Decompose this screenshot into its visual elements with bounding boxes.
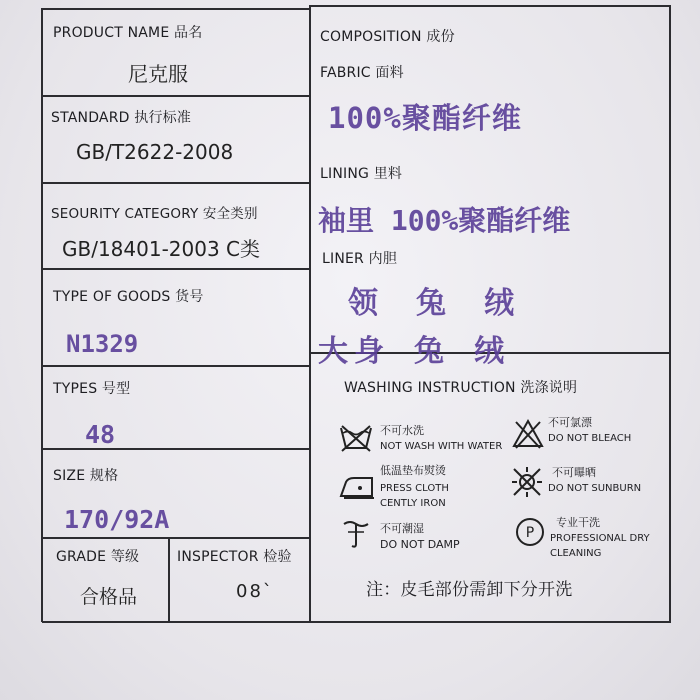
divider [42, 448, 310, 450]
security-category-label: SEOURITY CATEGORY 安全类别 [51, 206, 258, 222]
fabric-label: FABRIC 面料 [320, 65, 404, 81]
frame-left [41, 8, 43, 622]
size-label: SIZE 规格 [53, 468, 119, 484]
no-sunburn-icon [510, 465, 544, 499]
lining-value: 袖里 100%聚酯纤维 [318, 204, 571, 237]
dry-clean-icon [514, 516, 546, 548]
frame-top-left [42, 8, 310, 10]
no-bleach-icon [512, 418, 544, 450]
liner-value-collar: 领 兔 绒 [348, 286, 525, 321]
iron-en-2: CENTLY IRON [380, 498, 446, 509]
no-damp-icon [340, 518, 372, 550]
washing-instruction-title: WASHING INSTRUCTION 洗涤说明 [344, 380, 578, 396]
fabric-value: 100%聚酯纤维 [328, 101, 522, 135]
grade-value: 合格品 [80, 586, 138, 608]
no-wash-cn: 不可水洗 [380, 424, 424, 437]
divider [42, 365, 310, 367]
no-sunburn-cn: 不可曝晒 [552, 466, 596, 479]
composition-label: COMPOSITION 成份 [320, 29, 455, 45]
no-wash-en: NOT WASH WITH WATER [380, 441, 503, 452]
product-name-value: 尼克服 [128, 62, 188, 86]
divider [42, 537, 310, 539]
no-bleach-en: DO NOT BLEACH [548, 433, 632, 444]
grade-label: GRADE 等级 [56, 549, 140, 565]
frame-right [669, 5, 671, 622]
inspector-value: 08` [236, 581, 274, 602]
size-value: 170/92A [64, 505, 170, 534]
iron-cn: 低温垫布熨烫 [380, 464, 446, 477]
frame-bottom [42, 621, 671, 623]
types-label: TYPES 号型 [53, 381, 131, 397]
dry-clean-symbol: P [525, 525, 535, 541]
divider [42, 268, 310, 270]
frame-top-right [310, 5, 670, 7]
divider [42, 95, 310, 97]
no-damp-en: DO NOT DAMP [380, 538, 460, 551]
iron-icon [338, 472, 376, 500]
no-damp-cn: 不可潮湿 [380, 522, 424, 535]
frame-middle [309, 5, 311, 622]
security-category-value: GB/18401-2003 C类 [62, 237, 261, 261]
dry-clean-en-1: PROFESSIONAL DRY [550, 533, 650, 544]
liner-label: LINER 内胆 [322, 251, 398, 267]
standard-value: GB/T2622-2008 [76, 140, 234, 164]
types-value: 48 [85, 420, 116, 449]
standard-label: STANDARD 执行标准 [51, 110, 192, 126]
divider [42, 182, 310, 184]
type-of-goods-label: TYPE OF GOODS 货号 [53, 289, 204, 305]
product-name-label: PRODUCT NAME 品名 [53, 25, 203, 41]
lining-label: LINING 里料 [320, 166, 403, 182]
divider [168, 537, 170, 622]
type-of-goods-value: N1329 [66, 330, 139, 358]
no-bleach-cn: 不可氯漂 [548, 416, 592, 429]
liner-value-body: 大身 兔 绒 [318, 334, 511, 369]
dry-clean-en-2: CLEANING [550, 548, 602, 559]
iron-en-1: PRESS CLOTH [380, 483, 449, 494]
inspector-label: INSPECTOR 检验 [177, 549, 292, 565]
fur-wash-note: 注：皮毛部份需卸下分开洗 [366, 580, 573, 600]
dry-clean-cn: 专业干洗 [556, 516, 600, 529]
no-wash-icon [338, 422, 374, 454]
no-sunburn-en: DO NOT SUNBURN [548, 483, 642, 494]
